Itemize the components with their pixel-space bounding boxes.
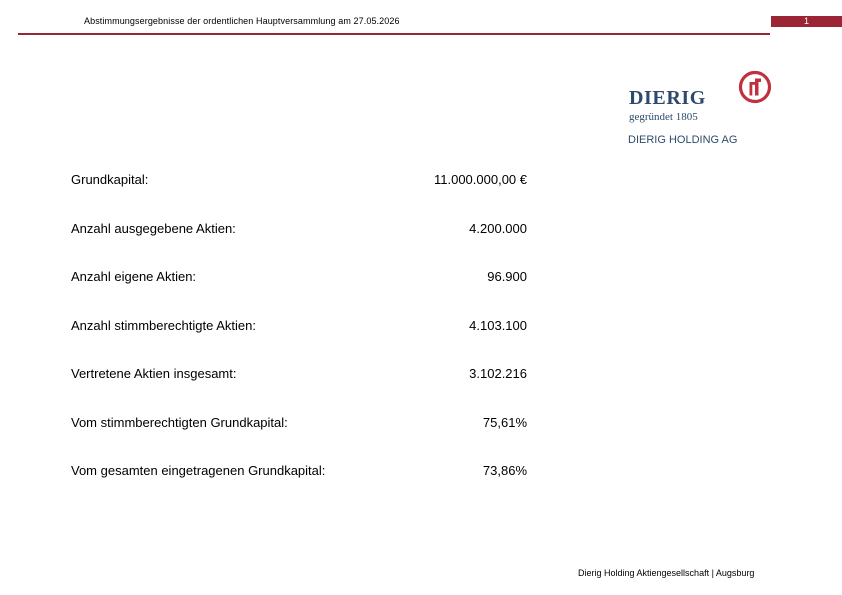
stat-label: Vertretene Aktien insgesamt: [71, 366, 237, 381]
page-number-badge [771, 16, 842, 27]
stat-label: Vom gesamten eingetragenen Grundkapital: [71, 463, 326, 478]
stat-value: 96.900 [487, 269, 527, 284]
voting-statistics [71, 172, 527, 512]
logo-company-name: DIERIG HOLDING AG [628, 134, 738, 146]
logo-founded-text: gegründet 1805 [629, 111, 698, 123]
stat-value: 11.000.000,00 € [433, 172, 527, 187]
company-logo [628, 70, 778, 150]
page-number: 1 [804, 16, 810, 26]
stat-row-voting-shares [71, 318, 527, 367]
logo-wordmark: DIERIG [629, 87, 706, 109]
stat-value: 75,61% [482, 414, 527, 430]
header-divider [18, 33, 770, 35]
stat-row-own-shares [71, 269, 527, 318]
stat-row-total-capital-percent [71, 463, 527, 512]
stat-row-issued-shares [71, 221, 527, 270]
stat-label: Vom stimmberechtigten Grundkapital: [71, 414, 288, 430]
stat-value: 4.103.100 [469, 317, 527, 333]
stat-row-represented-shares [71, 366, 527, 415]
stat-label: Grundkapital: [71, 172, 149, 187]
stat-label: Anzahl eigene Aktien: [71, 269, 197, 284]
stat-label: Anzahl stimmberechtigte Aktien: [71, 317, 256, 333]
dierig-emblem-icon [738, 70, 772, 104]
page-footer: Dierig Holding Aktiengesellschaft | Augsburg [578, 568, 755, 578]
stat-row-share-capital [71, 172, 527, 221]
stat-label: Anzahl ausgegebene Aktien: [71, 220, 236, 236]
stat-value: 3.102.216 [469, 366, 527, 381]
stat-value: 73,86% [482, 463, 527, 478]
stat-row-voting-capital-percent [71, 415, 527, 464]
page-header-title: Abstimmungsergebnisse der ordentlichen Hauptversammlung am 27.05.2026 [84, 16, 400, 26]
stat-value: 4.200.000 [469, 220, 527, 236]
